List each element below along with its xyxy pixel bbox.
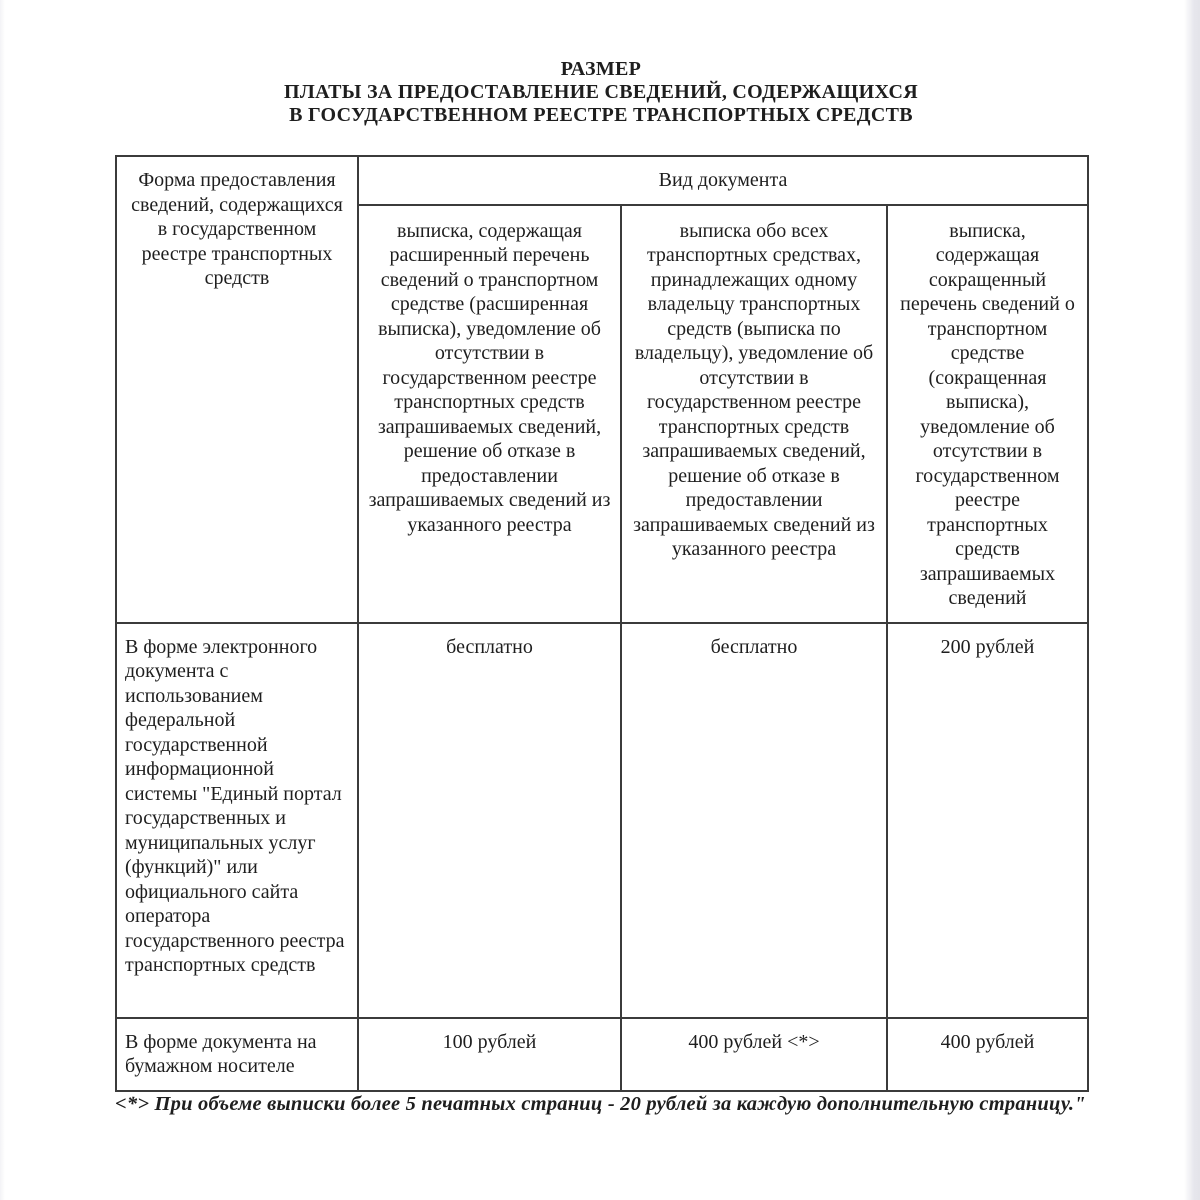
form-label-electronic: В форме электронного документа с использованием федеральной государственной информационной системы "Единый портал государственных и муниципальных услуг (функций)" или официального сайта оператора государственного реестра транспортных средств: [116, 623, 358, 1018]
page-right-edge-shading: [1184, 0, 1200, 1200]
fee-paper-short: 400 рублей: [887, 1018, 1088, 1091]
doc-type-header-short-extract: выписка, содержащая сокращенный перечень сведений о транспортном средстве (сокращенная выписка), уведомление об отсутствии в государственном реестре транспортных средств запрашиваемых сведений: [887, 205, 1088, 623]
page-left-edge-shading: [0, 0, 5, 1200]
doc-type-header-owner-extract: выписка обо всех транспортных средствах, принадлежащих одному владельцу транспортных средств (выписка по владельцу), уведомление об отсутствии в государственном реестре транспортных средств запрашиваемых сведений, решение об отказе в предоставлении запрашиваемых сведений из указанного реестра: [621, 205, 887, 623]
corner-header-cell: Форма предоставления сведений, содержащихся в государственном реестре транспортных средств: [116, 156, 358, 623]
fee-table: [115, 155, 1089, 1092]
fee-electronic-extended: бесплатно: [358, 623, 621, 1018]
form-label-paper: В форме документа на бумажном носителе: [116, 1018, 358, 1091]
fee-paper-extended: 100 рублей: [358, 1018, 621, 1091]
fee-row-electronic: [116, 623, 1088, 1018]
group-header-cell: Вид документа: [358, 156, 1088, 205]
doc-type-header-extended-extract: выписка, содержащая расширенный перечень сведений о транспортном средстве (расширенная выписка), уведомление об отсутствии в государственном реестре транспортных средств запрашиваемых сведений, решение об отказе в предоставлении запрашиваемых сведений из указанного реестра: [358, 205, 621, 623]
fee-paper-owner: 400 рублей <*>: [621, 1018, 887, 1091]
footnote: <*> При объеме выписки более 5 печатных страниц - 20 рублей за каждую дополнительную страницу.": [115, 1093, 1086, 1115]
title-line-2: ПЛАТЫ ЗА ПРЕДОСТАВЛЕНИЕ СВЕДЕНИЙ, СОДЕРЖАЩИХСЯ: [284, 81, 918, 103]
title-line-1: РАЗМЕР: [560, 58, 642, 80]
fee-row-paper: [116, 1018, 1088, 1091]
title-line-3: В ГОСУДАРСТВЕННОМ РЕЕСТРЕ ТРАНСПОРТНЫХ СРЕДСТВ: [289, 104, 913, 126]
fee-electronic-short: 200 рублей: [887, 623, 1088, 1018]
fee-electronic-owner: бесплатно: [621, 623, 887, 1018]
header-row-group: [116, 156, 1088, 205]
document-title: [115, 58, 1087, 127]
